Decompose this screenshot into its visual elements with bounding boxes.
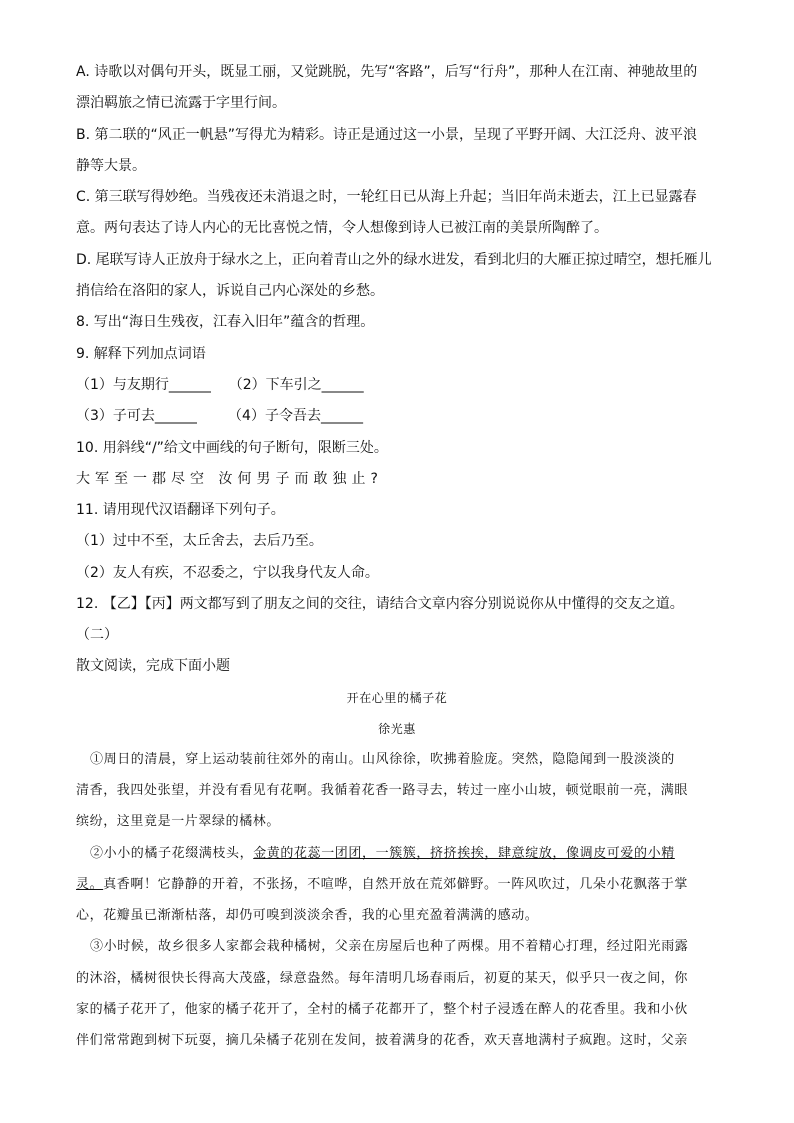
paragraph-3-line1: ③小时候，故乡很多人家都会栽种橘树，父亲在房屋后也种了两棵。用不着精心打理，经过阳光雨露 — [90, 939, 689, 954]
option-b-line1: B. 第二联的“风正一帆悬”写得尤为精彩。诗正是通过这一小景，呈现了平野开阔、大江泛舟、波平浪 — [76, 127, 698, 143]
option-c-line2: 意。两句表达了诗人内心的无比喜悦之情，令人想像到诗人已被江南的美景所陶醉了。 — [76, 220, 608, 236]
paragraph-2-continuation: 真香啊！它静静的开着，不张扬，不喧哗，自然开放在荒郊僻野。一阵风吹过，几朵小花飘落于掌 — [103, 877, 689, 892]
essay-title: 开在心里的橘子花 — [346, 691, 448, 705]
question-9-row2: （3）子可去______ （4）子令吾去______ — [76, 408, 363, 424]
question-8: 8. 写出“海日生残夜，江春入旧年”蕴含的哲理。 — [76, 314, 375, 330]
paragraph-2-line3: 心，花瓣虽已渐渐枯落，却仍可嗅到淡淡余香，我的心里充盈着满满的感动。 — [76, 908, 539, 923]
question-9-row1: （1）与友期行______ （2）下车引之______ — [76, 377, 364, 393]
question-11-sentence-1: （1）过中不至，太丘舍去，去后乃至。 — [76, 533, 323, 549]
paragraph-2-line1 — [90, 844, 722, 864]
paragraph-2-lead: ②小小的橘子花缀满枝头， — [90, 846, 254, 861]
section-instruction: 散文阅读，完成下面小题 — [76, 658, 230, 674]
option-b-line2: 静等大景。 — [76, 158, 146, 174]
option-a-line1: A. 诗歌以对偶句开头，既显工丽，又觉跳脱，先写“客路”，后写“行舟”，那种人在江南、神驰故里的 — [76, 64, 698, 80]
paragraph-1-line3: 缤纷，这里竟是一片翠绿的橘林。 — [76, 814, 281, 829]
question-11-title: 11. 请用现代汉语翻译下列句子。 — [76, 502, 285, 518]
paragraph-1-line2: 清香，我四处张望，并没有看见有花啊。我循着花香一路寻去，转过一座小山坡，顿觉眼前一亮，满眼 — [76, 783, 689, 798]
question-10-title: 10. 用斜线“/”给文中画线的句子断句，限断三处。 — [76, 440, 388, 456]
question-10-sentence: 大军至一郡尽空 汝何男子而敢独止? — [76, 471, 383, 487]
paragraph-3-line4: 伴们常常跑到树下玩耍，摘几朵橘子花别在发间，披着满身的花香，欢天喜地满村子疯跑。这时，父亲 — [76, 1033, 689, 1048]
question-11-sentence-2: （2）友人有疾，不忍委之，宁以我身代友人命。 — [76, 565, 379, 581]
question-12: 12. 【乙】【丙】两文都写到了朋友之间的交往，请结合文章内容分别说说你从中懂得的交友之道。 — [76, 596, 684, 612]
question-9-title: 9. 解释下列加点词语 — [76, 346, 206, 362]
option-a-line2: 漂泊羁旅之情已流露于字里行间。 — [76, 95, 286, 111]
paragraph-3-line3: 家的橘子花开了，他家的橘子花开了，全村的橘子花都开了，整个村子浸透在醉人的花香里。我和小伙 — [76, 1002, 689, 1017]
section-label: （二） — [76, 627, 118, 643]
paragraph-1-line1: ①周日的清晨，穿上运动装前往郊外的南山。山风徐徐，吹拂着脸庞。突然，隐隐闻到一股淡淡的 — [90, 752, 675, 767]
option-d-line1: D. 尾联写诗人正放舟于绿水之上，正向着青山之外的绿水进发，看到北归的大雁正掠过晴空，想托雁儿 — [76, 252, 712, 268]
option-c-line1: C. 第三联写得妙绝。当残夜还未消退之时，一轮红日已从海上升起；当旧年尚未逝去，江上已显露春 — [76, 189, 697, 205]
paragraph-3-line2: 的沐浴，橘树很快长得高大茂盛，绿意盎然。每年清明几场春雨后，初夏的某天，似乎只一夜之间，你 — [76, 971, 689, 986]
underlined-sentence-end: 灵。 — [76, 877, 104, 892]
paragraph-2-line2 — [76, 875, 722, 895]
essay-author: 徐光惠 — [378, 722, 416, 736]
underlined-sentence: 金黄的花蕊一团团，一簇簇，挤挤挨挨，肆意绽放，像调皮可爱的小精 — [253, 846, 675, 861]
option-d-line2: 捎信给在洛阳的家人，诉说自己内心深处的乡愁。 — [76, 283, 384, 299]
